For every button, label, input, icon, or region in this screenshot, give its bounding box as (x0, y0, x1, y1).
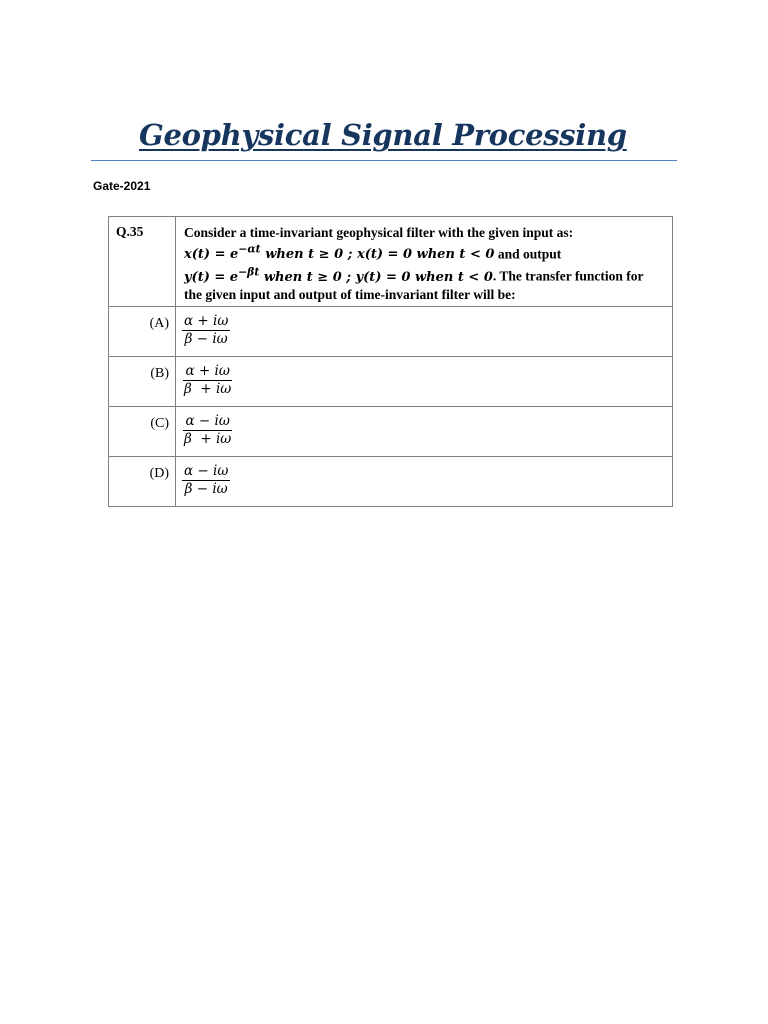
question-line-3: $y(t) = e^{-\beta t}$ when t ≥ 0 ; y(t) = 0 when t < 0. The transfer function for (184, 265, 644, 285)
option-label: (A) (149, 315, 169, 331)
question-line-4: the given input and output of time-invariant filter will be: (184, 286, 516, 302)
option-label: (C) (150, 415, 169, 431)
fraction-numerator: α + iω (184, 312, 229, 329)
option-row-b[interactable] (109, 356, 673, 406)
option-fraction (182, 413, 233, 448)
fraction-denominator: β + iω (184, 380, 232, 397)
option-row-c[interactable] (109, 406, 673, 456)
question-text-cell (176, 217, 673, 307)
fraction-numerator: α − iω (184, 462, 229, 479)
output-equation: $y(t) = e^{-\beta t}$ when t ≥ 0 ; y(t) = 0 when t < 0 (184, 265, 493, 285)
option-fraction (182, 463, 230, 498)
option-label: (B) (150, 365, 169, 381)
option-fraction (182, 363, 233, 398)
question-text (176, 217, 672, 306)
fraction-numerator: α + iω (185, 362, 230, 379)
exam-label: Gate-2021 (93, 179, 151, 193)
option-label: (D) (149, 465, 169, 481)
page-title: Geophysical Signal Processing (139, 118, 627, 152)
fraction-denominator: β − iω (184, 330, 228, 347)
fraction-denominator: β + iω (184, 430, 232, 447)
option-fraction (182, 313, 230, 348)
option-row-a[interactable] (109, 306, 673, 356)
fraction-denominator: β − iω (184, 480, 228, 497)
input-equation: $x(t) = e^{-\alpha t}$ when t ≥ 0 ; x(t) = 0 when t < 0 (184, 243, 495, 263)
question-table (108, 216, 673, 507)
question-line-2: $x(t) = e^{-\alpha t}$ when t ≥ 0 ; x(t) = 0 when t < 0 and output (184, 243, 562, 263)
question-number: Q.35 (116, 224, 144, 239)
question-line-1: Consider a time-invariant geophysical filter with the given input as: (184, 225, 574, 240)
option-row-d[interactable] (109, 456, 673, 506)
question-row (109, 217, 673, 307)
fraction-numerator: α − iω (185, 412, 230, 429)
title-divider (91, 160, 677, 161)
question-number-cell (109, 217, 176, 307)
